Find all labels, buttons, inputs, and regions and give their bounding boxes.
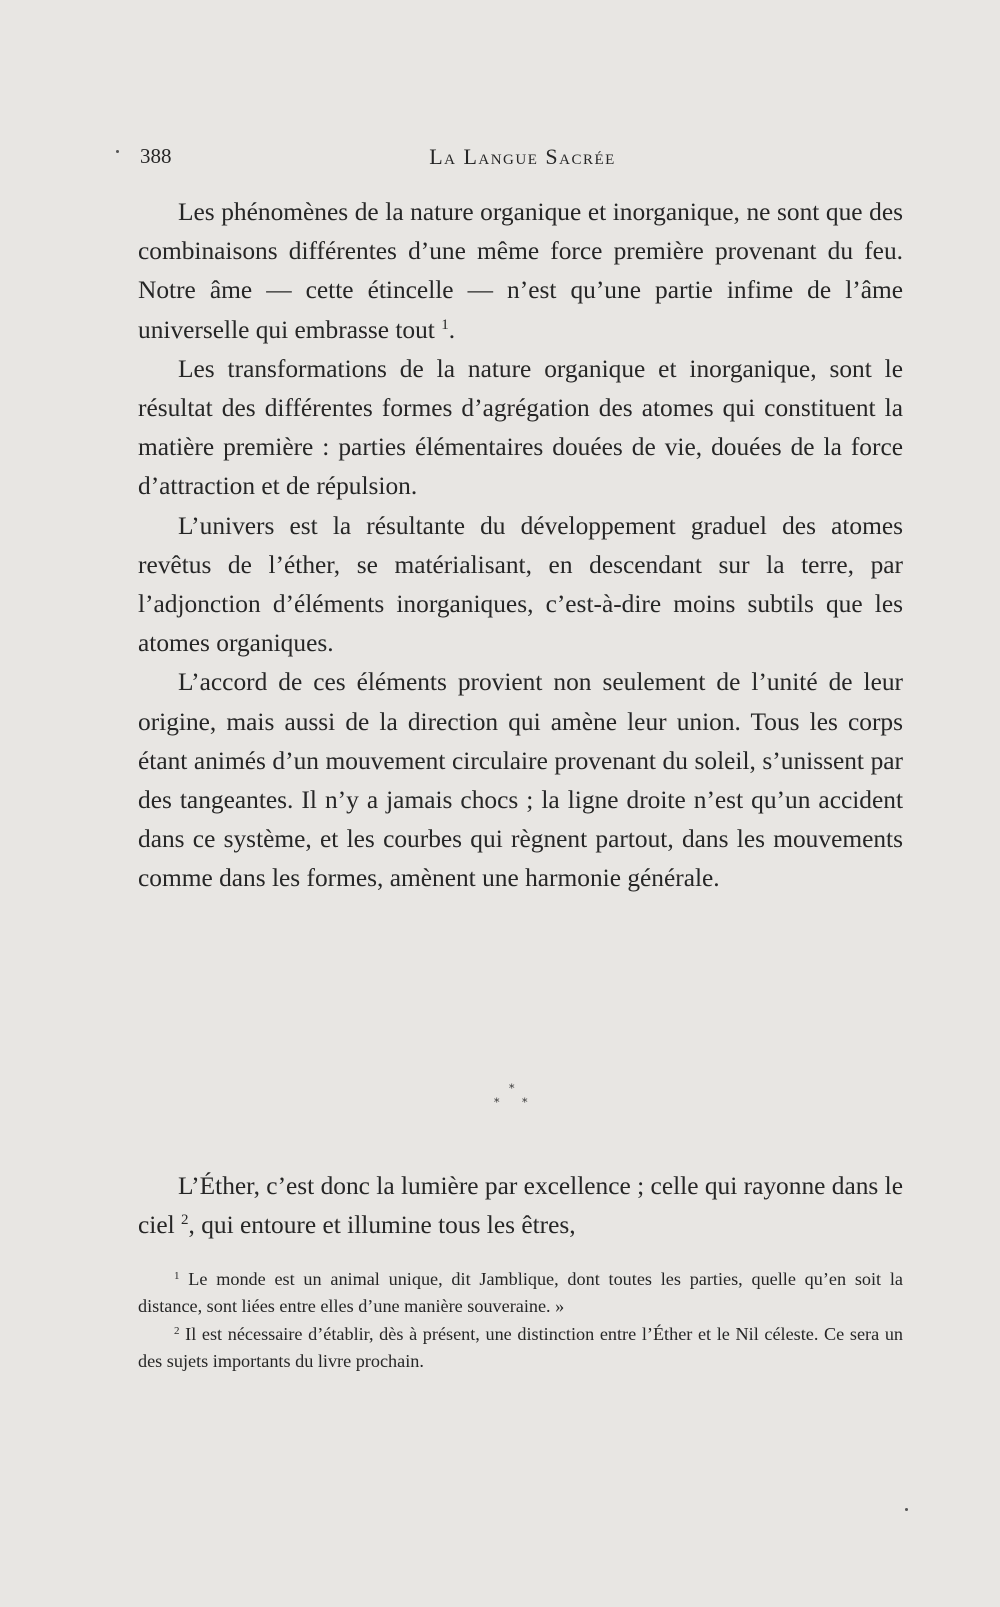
paragraph-5 [138,1167,903,1245]
page-header [140,144,905,180]
asterism-star-left: * [494,1096,500,1109]
footnotes [138,1266,903,1375]
paragraph-1-text: Les phénomènes de la nature organique et inorganique, ne sont que des combinaisons différentes d’une même force première provenant du feu. Notre âme — cette étincelle — n’est qu’une partie infime de l’âme universelle qui embrasse tout [138,198,903,344]
asterism-star-top: * [509,1082,515,1095]
final-text [138,1167,903,1245]
paragraph-3: L’univers est la résultante du développement graduel des atomes revêtus de l’éther, se matérialisant, en descendant sur la terre, par l’adjonction d’éléments inorganiques, c’est-à-dire moins subtils que les atomes organiques. [138,511,903,658]
paragraph-2: Les transformations de la nature organique et inorganique, sont le résultat des différentes formes d’agrégation des atomes qui constituent la matière première : parties élémentaires douées de vie, douées de la force d’attraction et de répulsion. [138,354,903,501]
print-speck [116,150,119,153]
footnote-1-text: Le monde est un animal unique, dit Jamblique, dont toutes les parties, quelle qu’en soit la distance, sont liées entre elles d’une manière souveraine. » [138,1269,903,1317]
footnote-1-marker: 1 [174,1270,180,1282]
footnote-2 [138,1321,903,1376]
footnote-ref-1: 1 [441,316,449,333]
running-title: La Langue Sacrée [429,144,616,169]
footnote-2-marker: 2 [174,1324,180,1337]
paragraph-5-end: , qui entoure et illumine tous les êtres, [188,1211,576,1240]
paragraph-4: L’accord de ces éléments provient non seulement de l’unité de leur origine, mais aussi de la direction qui amène leur union. Tous les corps étant animés d’un mouvement circulaire provenant du soleil, s’unissent par des tangeantes. Il n’y a jamais chocs ; la ligne droite n’est qu’un accident dans ce système, et les courbes qui règnent partout, dans les mouvements comme dans les formes, amènent une harmonie générale. [138,668,903,893]
footnote-2-text: Il est nécessaire d’établir, dès à présent, une distinction entre l’Éther et le Nil céleste. Ce sera un des sujets importants du livre prochain. [138,1323,904,1371]
section-break-asterism [490,1082,540,1116]
main-text [138,193,903,899]
page-number: 388 [140,144,172,168]
footnote-1 [138,1266,903,1321]
asterism-star-right: * [522,1096,528,1109]
paragraph-5-text: L’Éther, c’est donc la lumière par excellence ; celle qui rayonne dans le ciel [138,1172,903,1240]
footnote-ref-2: 2 [181,1212,189,1229]
paragraph-1-end: . [448,315,456,344]
print-speck [905,1508,908,1511]
paragraph-1 [138,193,903,350]
